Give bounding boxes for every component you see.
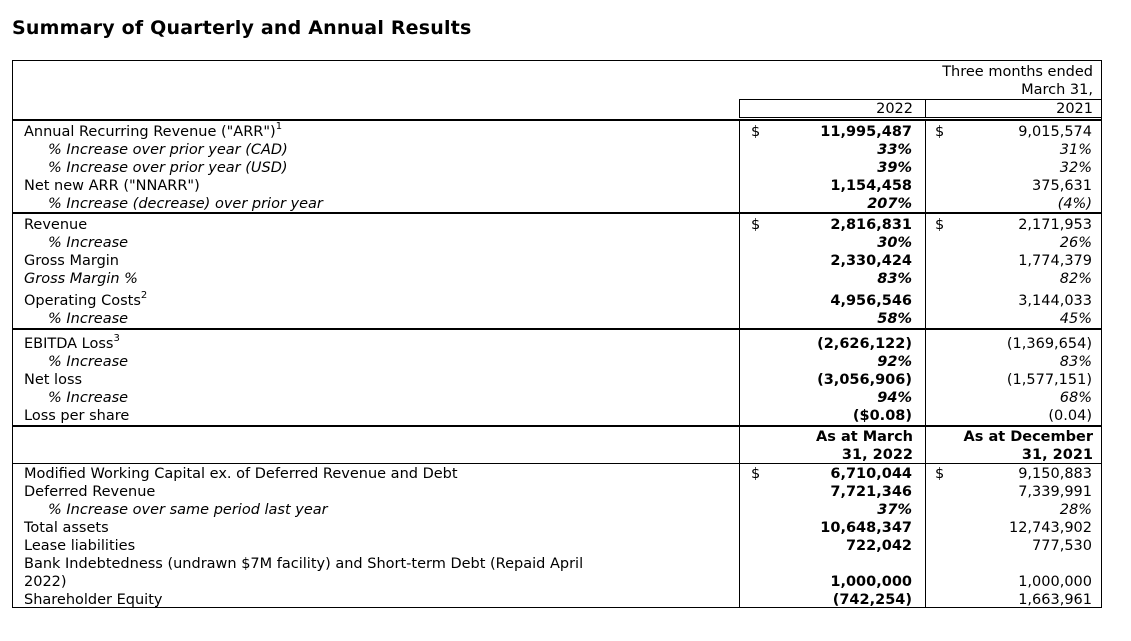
currency-symbol: $ xyxy=(751,124,761,140)
value-2022: 33% xyxy=(877,142,912,158)
currency-symbol: $ xyxy=(751,217,761,233)
row-label: Gross Margin % xyxy=(24,271,138,287)
table-row xyxy=(12,591,1102,609)
value-2021: 83% xyxy=(1059,354,1092,370)
page-title: Summary of Quarterly and Annual Results xyxy=(12,17,472,39)
value-2022: 4,956,546 xyxy=(830,293,912,309)
table-row xyxy=(12,216,1102,234)
section-divider xyxy=(12,463,1102,464)
currency-symbol: $ xyxy=(935,466,945,482)
table-row xyxy=(12,177,1102,195)
value-2021: 7,339,991 xyxy=(1018,484,1092,500)
table-row xyxy=(12,252,1102,270)
value-2021: 777,530 xyxy=(1032,538,1092,554)
footnote-marker: 3 xyxy=(113,333,120,345)
period-header-line2: March 31, xyxy=(1021,82,1093,98)
table-row xyxy=(12,123,1102,141)
value-2022: 7,721,346 xyxy=(830,484,912,500)
value-2022: 207% xyxy=(867,196,912,212)
row-label: % Increase xyxy=(48,235,129,251)
row-label: % Increase over same period last year xyxy=(48,502,328,518)
currency-symbol: $ xyxy=(751,466,761,482)
row-label: EBITDA Loss xyxy=(24,336,114,352)
table-row xyxy=(12,483,1102,501)
table-row xyxy=(12,234,1102,252)
table-row xyxy=(12,159,1102,177)
row-label: Modified Working Capital ex. of Deferred Revenue and Debt xyxy=(24,466,458,482)
row-label: % Increase xyxy=(48,390,129,406)
value-2022: 94% xyxy=(877,390,912,406)
value-2022: 83% xyxy=(877,271,912,287)
table-row xyxy=(12,537,1102,555)
value-2022: 92% xyxy=(877,354,912,370)
value-2022: 2,816,831 xyxy=(830,217,912,233)
value-2022: (2,626,122) xyxy=(817,336,912,352)
value-2022: 39% xyxy=(877,160,912,176)
value-2021: 28% xyxy=(1059,502,1092,518)
value-2022: 6,710,044 xyxy=(830,466,912,482)
row-label: % Increase over prior year (CAD) xyxy=(48,142,288,158)
table-row xyxy=(12,141,1102,159)
row-label: Revenue xyxy=(24,217,88,233)
value-2021: 12,743,902 xyxy=(1008,520,1092,536)
value-2021: 31% xyxy=(1059,142,1092,158)
value-2021: 1,663,961 xyxy=(1018,592,1092,608)
value-2021: 9,150,883 xyxy=(1018,466,1092,482)
row-label: % Increase (decrease) over prior year xyxy=(48,196,323,212)
value-2021: 45% xyxy=(1059,311,1092,327)
value-2022: 1,154,458 xyxy=(830,178,912,194)
footnote-marker: 1 xyxy=(275,121,283,133)
value-2021: 26% xyxy=(1059,235,1092,251)
row-label: % Increase over prior year (USD) xyxy=(48,160,288,176)
value-2021: 32% xyxy=(1059,160,1092,176)
value-2022: 2,330,424 xyxy=(830,253,912,269)
section-divider xyxy=(12,328,1102,330)
row-label: Net loss xyxy=(24,372,83,388)
value-2022: 1,000,000 xyxy=(830,574,912,590)
table-row xyxy=(12,292,1102,310)
value-2022: 30% xyxy=(877,235,912,251)
value-2021: (1,369,654) xyxy=(1006,336,1092,352)
bs-col1-header-line1: As at March xyxy=(816,429,913,445)
currency-symbol: $ xyxy=(935,124,945,140)
col2-header: 2021 xyxy=(1056,101,1093,117)
row-label: Annual Recurring Revenue ("ARR") xyxy=(24,124,276,140)
value-2021: (1,577,151) xyxy=(1006,372,1092,388)
row-label: Shareholder Equity xyxy=(24,592,163,608)
value-2022: ($0.08) xyxy=(852,408,912,424)
value-2021: (4%) xyxy=(1057,196,1092,212)
row-label: % Increase xyxy=(48,311,129,327)
row-label: Bank Indebtedness (undrawn $7M facility) and Short-term Debt (Repaid April xyxy=(24,556,584,572)
table-row xyxy=(12,389,1102,407)
bs-col2-header-line1: As at December xyxy=(963,429,1093,445)
table-row xyxy=(12,195,1102,213)
table-row xyxy=(12,465,1102,483)
value-2021: 68% xyxy=(1059,390,1092,406)
row-label: % Increase xyxy=(48,354,129,370)
row-label: Loss per share xyxy=(24,408,130,424)
value-2021: 1,774,379 xyxy=(1018,253,1092,269)
value-2022: 58% xyxy=(877,311,912,327)
value-2022: (3,056,906) xyxy=(817,372,912,388)
bs-col1-header-line2: 31, 2022 xyxy=(841,447,913,463)
value-2021: 3,144,033 xyxy=(1018,293,1092,309)
bs-col2-header-line2: 31, 2021 xyxy=(1021,447,1093,463)
value-2021: 375,631 xyxy=(1032,178,1092,194)
table-row xyxy=(12,501,1102,519)
row-label: Deferred Revenue xyxy=(24,484,156,500)
section-divider xyxy=(12,425,1102,427)
table-row xyxy=(12,335,1102,353)
table-row xyxy=(12,407,1102,425)
row-label: Operating Costs xyxy=(24,293,141,309)
table-row xyxy=(12,310,1102,328)
value-2021: 9,015,574 xyxy=(1018,124,1092,140)
value-2021: 82% xyxy=(1059,271,1092,287)
value-2022: (742,254) xyxy=(832,592,912,608)
currency-symbol: $ xyxy=(935,217,945,233)
table-row xyxy=(12,573,1102,591)
value-2021: (0.04) xyxy=(1048,408,1092,424)
row-label: Net new ARR ("NNARR") xyxy=(24,178,200,194)
value-2021: 1,000,000 xyxy=(1018,574,1092,590)
row-label: Lease liabilities xyxy=(24,538,136,554)
table-row xyxy=(12,353,1102,371)
footnote-marker: 2 xyxy=(140,290,148,302)
value-2022: 722,042 xyxy=(845,538,912,554)
table-row xyxy=(12,519,1102,537)
table-row xyxy=(12,555,1102,573)
col1-header: 2022 xyxy=(876,101,913,117)
value-2022: 10,648,347 xyxy=(820,520,912,536)
row-label: Total assets xyxy=(24,520,109,536)
period-header-line1: Three months ended xyxy=(942,64,1093,80)
row-label-continued: 2022) xyxy=(24,574,67,590)
value-2022: 11,995,487 xyxy=(820,124,912,140)
row-label: Gross Margin xyxy=(24,253,119,269)
value-2022: 37% xyxy=(877,502,912,518)
table-row xyxy=(12,371,1102,389)
section-divider xyxy=(12,119,1102,121)
value-2021: 2,171,953 xyxy=(1018,217,1092,233)
table-row xyxy=(12,270,1102,288)
